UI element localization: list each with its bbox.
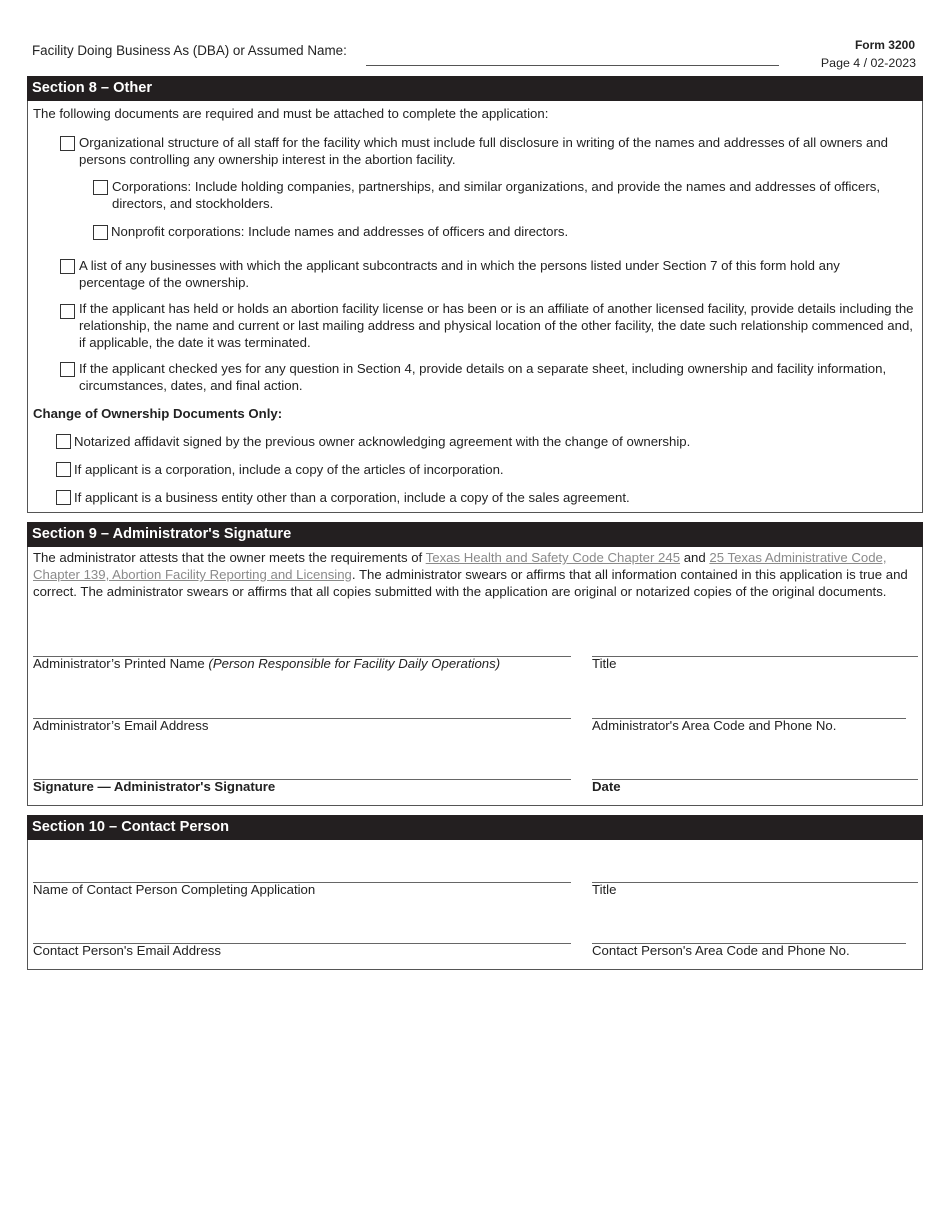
section-9-administrator-signature — [27, 522, 923, 806]
section-10-contact-person — [27, 815, 923, 970]
printed-name-label-text: Administrator’s Printed Name — [33, 656, 209, 671]
admin-phone-label: Administrator's Area Code and Phone No. — [592, 718, 837, 733]
dba-label: Facility Doing Business As (DBA) or Assumed Name: — [32, 43, 347, 58]
checkbox-license-history[interactable] — [60, 304, 75, 319]
attestation-text-end: . The administrator swears or affirms that all information contained in this application is true and correct. The administrator swears or affirms that all copies submitted with the application are original or notarized copies of the original documents. — [33, 567, 908, 599]
section-8-other — [27, 76, 923, 513]
contact-name-label: Name of Contact Person Completing Application — [33, 882, 316, 897]
checkbox-corporations[interactable] — [93, 180, 108, 195]
item-notarized-affidavit: Notarized affidavit signed by the previous owner acknowledging agreement with the change of ownership. — [74, 434, 691, 449]
contact-title-label: Title — [592, 882, 617, 897]
link-texas-admin-code[interactable]: 25 Texas Administrative Code, Chapter 139, Abortion Facility Reporting and Licensing — [33, 550, 887, 582]
checkbox-notarized-affidavit[interactable] — [56, 434, 71, 449]
checkbox-articles-incorporation[interactable] — [56, 462, 71, 477]
form-number: Form 3200 — [854, 38, 915, 52]
checkbox-section4-details[interactable] — [60, 362, 75, 377]
attestation-text-and: and — [680, 550, 710, 565]
checkbox-org-structure[interactable] — [60, 136, 75, 151]
checkbox-subcontract-list[interactable] — [60, 259, 75, 274]
section-9-title: Section 9 – Administrator's Signature — [27, 522, 923, 547]
checkbox-nonprofit[interactable] — [93, 225, 108, 240]
section-8-title: Section 8 – Other — [27, 76, 923, 101]
link-health-safety-code[interactable]: Texas Health and Safety Code Chapter 245 — [425, 550, 681, 565]
contact-email-label: Contact Person's Email Address — [33, 943, 221, 958]
item-corporations: Corporations: Include holding companies, partnerships, and similar organizations, and provide the names and addresses of officers, directors, and stockholders. — [112, 179, 880, 211]
item-nonprofit: Nonprofit corporations: Include names and addresses of officers and directors. — [111, 224, 569, 239]
printed-name-note: (Person Responsible for Facility Daily Operations) — [208, 656, 501, 671]
item-sales-agreement: If applicant is a business entity other than a corporation, include a copy of the sales agreement. — [74, 490, 630, 505]
item-org-structure: Organizational structure of all staff for the facility which must include full disclosure in writing of the names and addresses of all owners and persons controlling any ownership interest in the abortion facility. — [79, 135, 888, 167]
admin-email-label: Administrator’s Email Address — [33, 718, 209, 733]
admin-title-label: Title — [592, 656, 617, 671]
checkbox-sales-agreement[interactable] — [56, 490, 71, 505]
page-header — [0, 0, 950, 76]
date-label: Date — [592, 779, 621, 794]
dba-input-line[interactable] — [366, 65, 779, 66]
section-8-intro: The following documents are required and must be attached to complete the application: — [33, 106, 549, 121]
contact-title-line[interactable] — [592, 882, 918, 883]
attestation-text-start: The administrator attests that the owner meets the requirements of — [33, 550, 426, 565]
item-subcontract-list: A list of any businesses with which the applicant subcontracts and in which the persons listed under Section 7 of this form hold any percentage of the ownership. — [79, 258, 840, 290]
date-line[interactable] — [592, 779, 918, 780]
signature-label: Signature — Administrator's Signature — [33, 779, 276, 794]
contact-phone-label: Contact Person's Area Code and Phone No. — [592, 943, 850, 958]
section-10-title: Section 10 – Contact Person — [27, 815, 923, 840]
item-section4-details: If the applicant checked yes for any question in Section 4, provide details on a separate sheet, including ownership and facility information, circumstances, dates, and final action. — [79, 361, 887, 393]
printed-name-label — [33, 656, 500, 671]
attestation-paragraph — [33, 549, 917, 600]
change-of-ownership-heading: Change of Ownership Documents Only: — [33, 406, 283, 421]
item-articles-incorporation: If applicant is a corporation, include a copy of the articles of incorporation. — [74, 462, 504, 477]
page-info: Page 4 / 02-2023 — [820, 56, 916, 70]
item-license-history: If the applicant has held or holds an abortion facility license or has been or is an affiliate of another licensed facility, provide details including the relationship, the name and current or last mailing address and physical location of the other facility, the date such relationship commenced and, if applicable, the date it was terminated. — [79, 301, 914, 350]
admin-title-line[interactable] — [592, 656, 918, 657]
